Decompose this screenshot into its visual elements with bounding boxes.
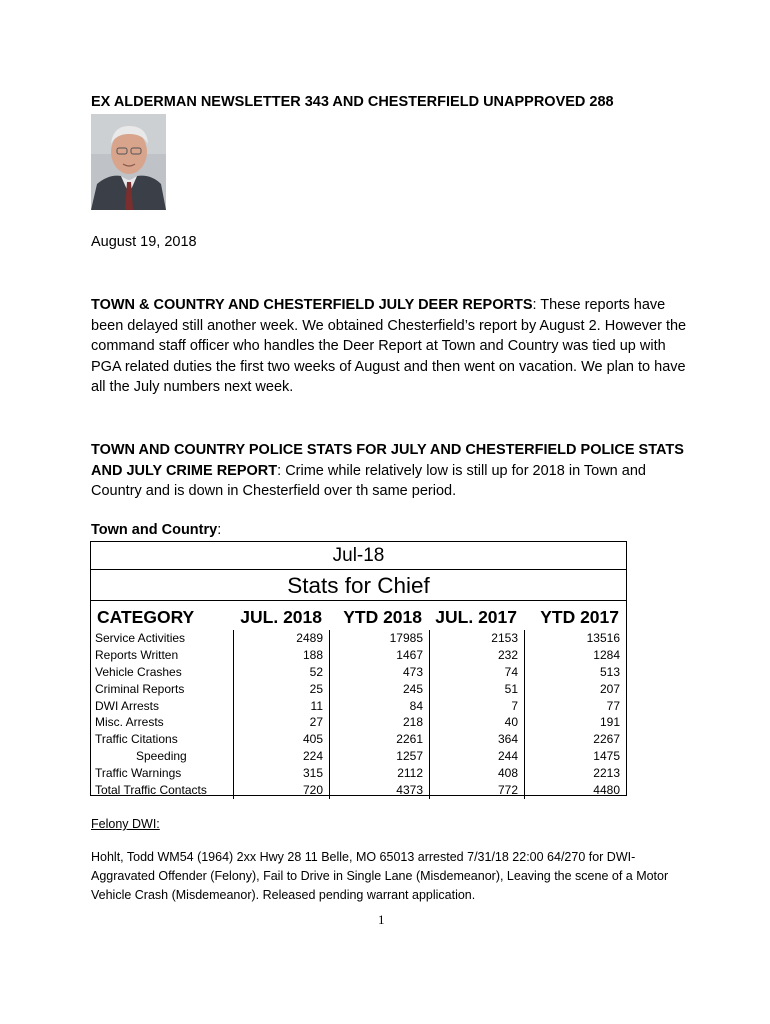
deer-report-paragraph [91,295,691,398]
row-value: 244 [429,748,524,765]
row-value: 408 [429,765,524,782]
row-value: 74 [429,664,524,681]
deer-report-body: These reports have been delayed still another week. We obtained Chesterfield’s report by August 2. However the command staff officer who handles the Deer Report at Town and Country was tied up with PGA related duties the first two weeks of August and then went on vacation. We plan to have all the July numbers next week. [91,297,687,396]
stats-month: Jul-18 [91,542,626,570]
row-value: 7 [429,698,524,715]
row-value: 17985 [329,630,429,647]
newsletter-date: August 19, 2018 [91,234,197,250]
row-category: Service Activities [95,631,186,645]
row-value: 1284 [524,647,626,664]
row-value: 2112 [329,765,429,782]
table-row [91,765,626,782]
table-row [91,748,626,765]
row-value: 232 [429,647,524,664]
row-value: 1257 [329,748,429,765]
row-category: Reports Written [95,647,179,662]
row-category: Misc. Arrests [95,715,164,730]
felony-dwi-label: Felony DWI: [91,817,160,831]
row-value: 27 [233,714,329,731]
row-value: 2267 [524,731,626,748]
header-ytd-2017: YTD 2017 [540,607,619,627]
row-category: Vehicle Crashes [95,664,182,679]
police-stats-sep: : [277,462,286,479]
row-value: 4373 [329,782,429,799]
felony-dwi-text: Hohlt, Todd WM54 (1964) 2xx Hwy 28 11 Belle, MO 65013 arrested 7/31/18 22:00 64/270 for DWI-Aggravated Offender (Felony), Fail to Drive in Single Lane (Misdemeanor), Leaving the scene of a Motor Vehicle Crash (Misdemeanor). Released pending warrant application. [91,850,669,902]
newsletter-title: EX ALDERMAN NEWSLETTER 343 AND CHESTERFIELD UNAPPROVED 288 [91,94,614,110]
header-jul-2017: JUL. 2017 [435,607,517,627]
row-value: 207 [524,681,626,698]
town-country-label [91,522,221,538]
deer-report-sep: : [532,297,541,313]
stats-table [90,541,627,796]
table-row [91,731,626,748]
row-value: 218 [329,714,429,731]
header-ytd-2018: YTD 2018 [343,607,422,627]
row-value: 25 [233,681,329,698]
row-category: Criminal Reports [95,681,185,696]
row-value: 40 [429,714,524,731]
row-value: 720 [233,782,329,799]
row-value: 1467 [329,647,429,664]
row-value: 52 [233,664,329,681]
row-value: 772 [429,782,524,799]
row-value: 245 [329,681,429,698]
row-value: 315 [233,765,329,782]
page-number: 1 [378,912,385,927]
row-value: 2261 [329,731,429,748]
stats-header-row [91,601,626,628]
row-value: 77 [524,698,626,715]
row-value: 13516 [524,630,626,647]
table-row [91,647,626,664]
town-country-label-text: Town and Country [91,522,218,538]
town-country-label-colon: : [217,522,222,538]
row-category: Traffic Warnings [95,766,182,781]
row-category: Traffic Citations [95,732,178,747]
row-category: DWI Arrests [95,698,160,713]
author-photo [91,114,166,210]
row-value: 188 [233,647,329,664]
stats-subtitle: Stats for Chief [91,570,626,601]
row-value: 364 [429,731,524,748]
row-value: 191 [524,714,626,731]
row-value: 513 [524,664,626,681]
table-row [91,630,626,647]
row-category: Speeding [136,749,187,764]
table-row [91,782,626,799]
table-row [91,698,626,715]
row-value: 1475 [524,748,626,765]
header-jul-2018: JUL. 2018 [240,607,322,627]
row-value: 2213 [524,765,626,782]
stats-rows [91,630,626,799]
table-row [91,681,626,698]
row-value: 2489 [233,630,329,647]
row-value: 4480 [524,782,626,799]
row-category: Total Traffic Contacts [95,783,207,798]
row-value: 84 [329,698,429,715]
police-stats-heading: TOWN AND COUNTRY POLICE STATS FOR JULY AND CHESTERFIELD POLICE STATS AND JULY CRIME REPORT [91,442,684,479]
row-value: 2153 [429,630,524,647]
row-value: 473 [329,664,429,681]
police-stats-body: Crime while relatively low is still up for 2018 in Town and Country and is down in Chesterfield over th same period. [91,462,646,500]
table-row [91,714,626,731]
police-stats-paragraph [91,440,691,502]
header-category: CATEGORY [97,607,195,627]
row-value: 51 [429,681,524,698]
table-row [91,664,626,681]
deer-report-heading: TOWN & COUNTRY AND CHESTERFIELD JULY DEER REPORTS [91,297,533,313]
row-value: 224 [233,748,329,765]
row-value: 11 [233,698,329,715]
row-value: 405 [233,731,329,748]
